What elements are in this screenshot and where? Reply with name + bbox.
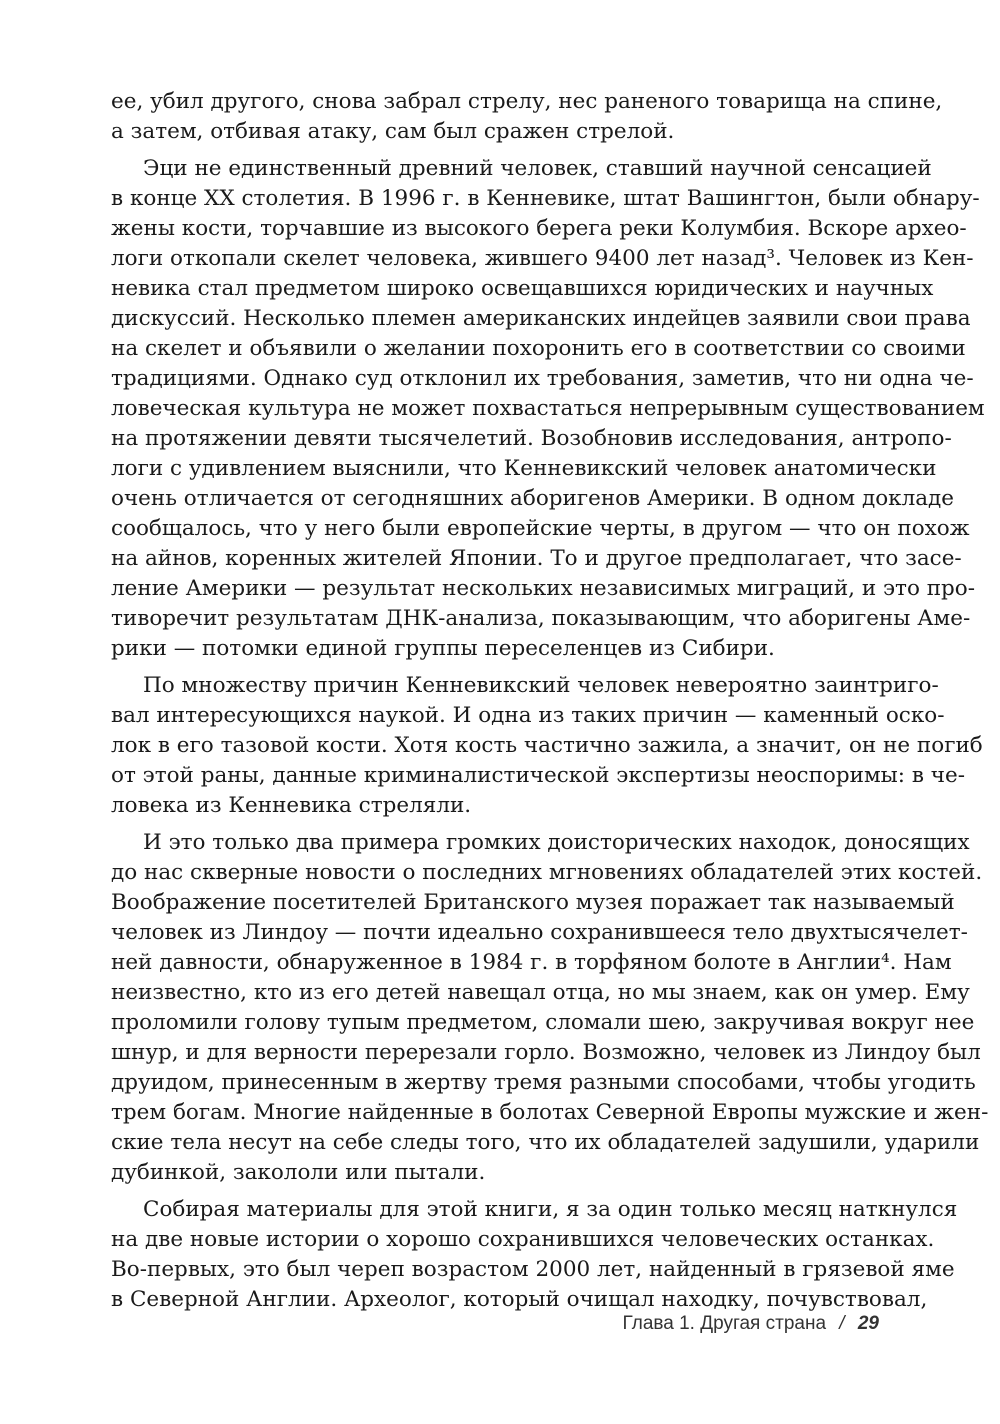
text-line: на скелет и объявили о желании похоронить его в соответствии со своими [111,336,966,361]
body-text [111,87,989,1315]
text-line: неизвестно, кто из его детей навещал отца, но мы знаем, как он умер. Ему [111,980,970,1005]
text-line: трем богам. Многие найденные в болотах Северной Европы мужские и жен- [111,1100,989,1125]
text-line: По множеству причин Кенневикский человек невероятно заинтриго- [143,673,939,698]
paragraph-spacer [111,1188,881,1195]
text-line: Эци не единственный древний человек, ставший научной сенсацией [143,156,932,181]
text-line: до нас скверные новости о последних мгновениях обладателей этих костей. [111,860,983,885]
text-line: сообщалось, что у него были европейские черты, в другом — что он похож [111,516,970,541]
text-line: от этой раны, данные криминалистической экспертизы неоспоримы: в че- [111,763,965,788]
footer-separator: / [839,1313,845,1334]
text-line: Собирая материалы для этой книги, я за один только месяц наткнулся [143,1197,958,1222]
text-line: на две новые истории о хорошо сохранившихся человеческих останках. [111,1227,935,1252]
text-line: человек из Линдоу — почти идеально сохранившееся тело двухтысячелет- [111,920,968,945]
text-line: ловека из Кенневика стреляли. [111,793,472,818]
text-line: дискуссий. Несколько племен американских индейцев заявили свои права [111,306,971,331]
text-line: в Северной Англии. Археолог, который очищал находку, почувствовал, [111,1287,928,1312]
text-line: тиворечит результатам ДНК-анализа, показывающим, что аборигены Аме- [111,606,971,631]
text-line: лок в его тазовой кости. Хотя кость частично зажила, а значит, он не погиб [111,733,983,758]
text-line: И это только два примера громких доисторических находок, доносящих [143,830,970,855]
text-line: вал интересующихся наукой. И одна из таких причин — каменный оско- [111,703,945,728]
paragraph [111,1195,958,1315]
paragraph [111,828,989,1188]
paragraph [111,154,985,664]
text-line: логи откопали скелет человека, жившего 9400 лет назад³. Человек из Кен- [111,246,974,271]
page-number: 29 [857,1313,879,1334]
text-line: традициями. Однако суд отклонил их требования, заметив, что ни одна че- [111,366,974,391]
text-line: Воображение посетителей Британского музея поражает так называемый [111,890,955,915]
text-line: ление Америки — результат нескольких независимых миграций, и это про- [111,576,976,601]
text-line: а затем, отбивая атаку, сам был сражен стрелой. [111,119,675,144]
paragraph [111,671,983,821]
text-line: ее, убил другого, снова забрал стрелу, нес раненого товарища на спине, [111,89,943,114]
text-line: логи с удивлением выяснили, что Кенневикский человек анатомически [111,456,937,481]
footer-chapter: Глава 1. [622,1313,695,1334]
paragraph-spacer [111,821,881,828]
text-line: рики — потомки единой группы переселенцев из Сибири. [111,636,775,661]
paragraph-spacer [111,664,881,671]
text-line: в конце XX столетия. В 1996 г. в Кенневике, штат Вашингтон, были обнару- [111,186,980,211]
text-line: ские тела несут на себе следы того, что их обладателей задушили, ударили [111,1130,980,1155]
running-footer [623,1313,879,1335]
text-line: дубинкой, закололи или пытали. [111,1160,486,1185]
text-line: невика стал предметом широко освещавшихся юридических и научных [111,276,934,301]
paragraph [111,87,943,147]
text-line: очень отличается от сегодняшних аборигенов Америки. В одном докладе [111,486,955,511]
text-line: ней давности, обнаруженное в 1984 г. в торфяном болоте в Англии⁴. Нам [111,950,952,975]
text-line: на айнов, коренных жителей Японии. То и другое предполагает, что засе- [111,546,962,571]
text-line: ловеческая культура не может похвастаться непрерывным существованием [111,396,985,421]
text-line: на протяжении девяти тысячелетий. Возобновив исследования, антропо- [111,426,952,451]
text-line: друидом, принесенным в жертву тремя разными способами, чтобы угодить [111,1070,976,1095]
text-line: Во-первых, это был череп возрастом 2000 лет, найденный в грязевой яме [111,1257,955,1282]
footer-title: Другая страна [700,1313,827,1334]
paragraph-spacer [111,147,881,154]
text-line: проломили голову тупым предметом, сломали шею, закручивая вокруг нее [111,1010,975,1035]
text-line: шнур, и для верности перерезали горло. Возможно, человек из Линдоу был [111,1040,981,1065]
text-line: жены кости, торчавшие из высокого берега реки Колумбия. Вскоре архео- [111,216,967,241]
